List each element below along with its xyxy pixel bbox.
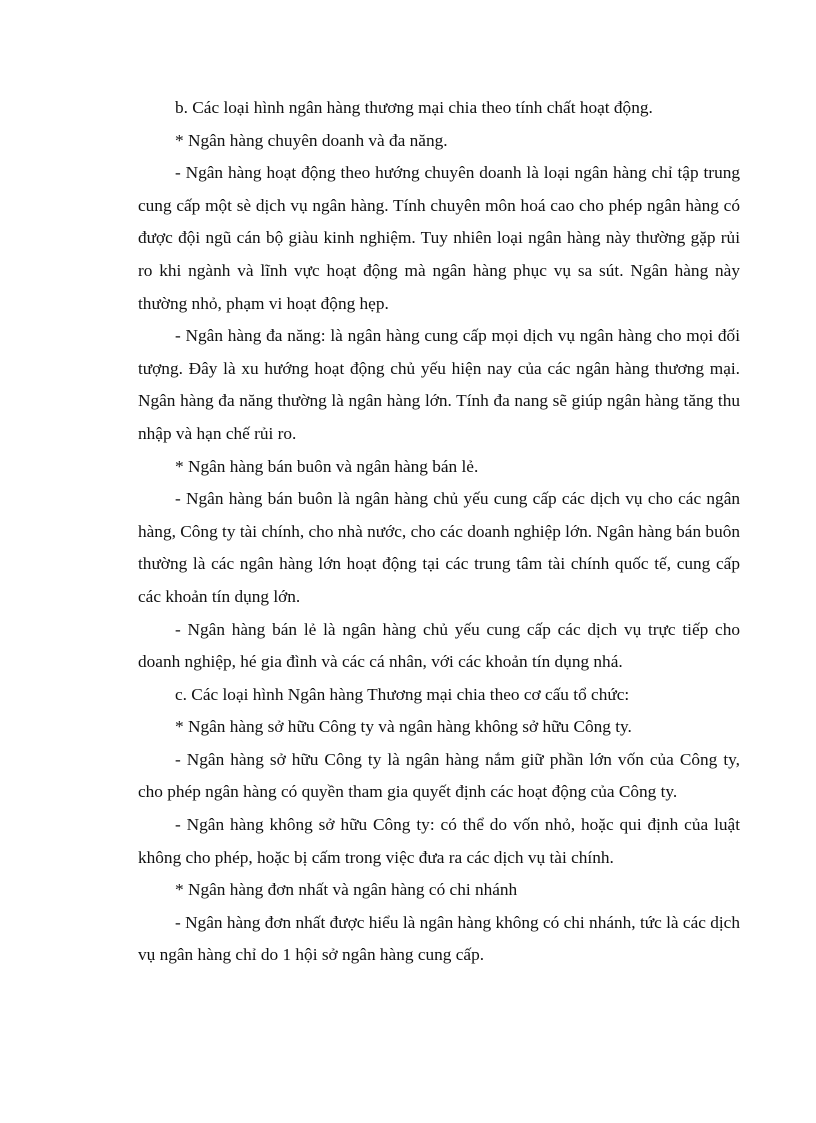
subheading-wholesale-retail: * Ngân hàng bán buôn và ngân hàng bán lẻ. <box>175 456 479 476</box>
paragraph-wholesale-bank: - Ngân hàng bán buôn là ngân hàng chủ yếu cung cấp các dịch vụ cho các ngân hàng, Công ty tài chính, cho nhà nước, cho các doanh nghiệp lớn. Ngân hàng bán buôn thường là các ngân hàng lớn hoạt động tại các trung tâm tài chính quốc tế, cung cấp các khoản tín dụng lớn. <box>138 489 740 606</box>
paragraph-unit-bank: - Ngân hàng đơn nhất được hiểu là ngân hàng không có chi nhánh, tức là các dịch vụ ngân hàng chỉ do 1 hội sở ngân hàng cung cấp. <box>138 912 740 965</box>
paragraph-universal-bank: - Ngân hàng đa năng: là ngân hàng cung cấp mọi dịch vụ ngân hàng cho mọi đối tượng. Đây là xu hướng hoạt động chủ yếu hiện nay của các ngân hàng thương mại. Ngân hàng đa năng thường là ngân hàng lớn. Tính đa nang sẽ giúp ngân hàng tăng thu nhập và hạn chế rủi ro. <box>138 326 740 443</box>
section-heading-c: c. Các loại hình Ngân hàng Thương mại chia theo cơ cấu tổ chức: <box>175 684 630 704</box>
subheading-company-ownership: * Ngân hàng sở hữu Công ty và ngân hàng không sở hữu Công ty. <box>175 717 632 737</box>
paragraph-non-company-owning-bank: - Ngân hàng không sở hữu Công ty: có thể do vốn nhỏ, hoặc qui định của luật không cho phép, hoặc bị cấm trong việc đưa ra các dịch vụ tài chính. <box>138 815 740 867</box>
paragraph-retail-bank: - Ngân hàng bán lẻ là ngân hàng chủ yếu cung cấp các dịch vụ trực tiếp cho doanh nghiệp, hé gia đình và các cá nhân, với các khoản tín dụng nhá. <box>138 619 740 672</box>
document-page <box>138 92 740 972</box>
paragraph-specialized-bank: - Ngân hàng hoạt động theo hướng chuyên doanh là loại ngân hàng chỉ tập trung cung cấp một sè dịch vụ ngân hàng. Tính chuyên môn hoá cao cho phép ngân hàng có được đội ngũ cán bộ giàu kinh nghiệm. Tuy nhiên loại ngân hàng này thường gặp rủi ro khi ngành và lĩnh vực hoạt động mà ngân hàng phục vụ sa sút. Ngân hàng này thường nhỏ, phạm vi hoạt động hẹp. <box>138 163 740 313</box>
subheading-specialized-universal: * Ngân hàng chuyên doanh và đa năng. <box>175 130 448 150</box>
section-heading-b: b. Các loại hình ngân hàng thương mại chia theo tính chất hoạt động. <box>175 98 653 117</box>
subheading-unit-branch: * Ngân hàng đơn nhất và ngân hàng có chi nhánh <box>175 880 518 900</box>
paragraph-company-owning-bank: - Ngân hàng sở hữu Công ty là ngân hàng nắm giữ phần lớn vốn của Công ty, cho phép ngân hàng có quyền tham gia quyết định các hoạt động của Công ty. <box>138 749 740 802</box>
